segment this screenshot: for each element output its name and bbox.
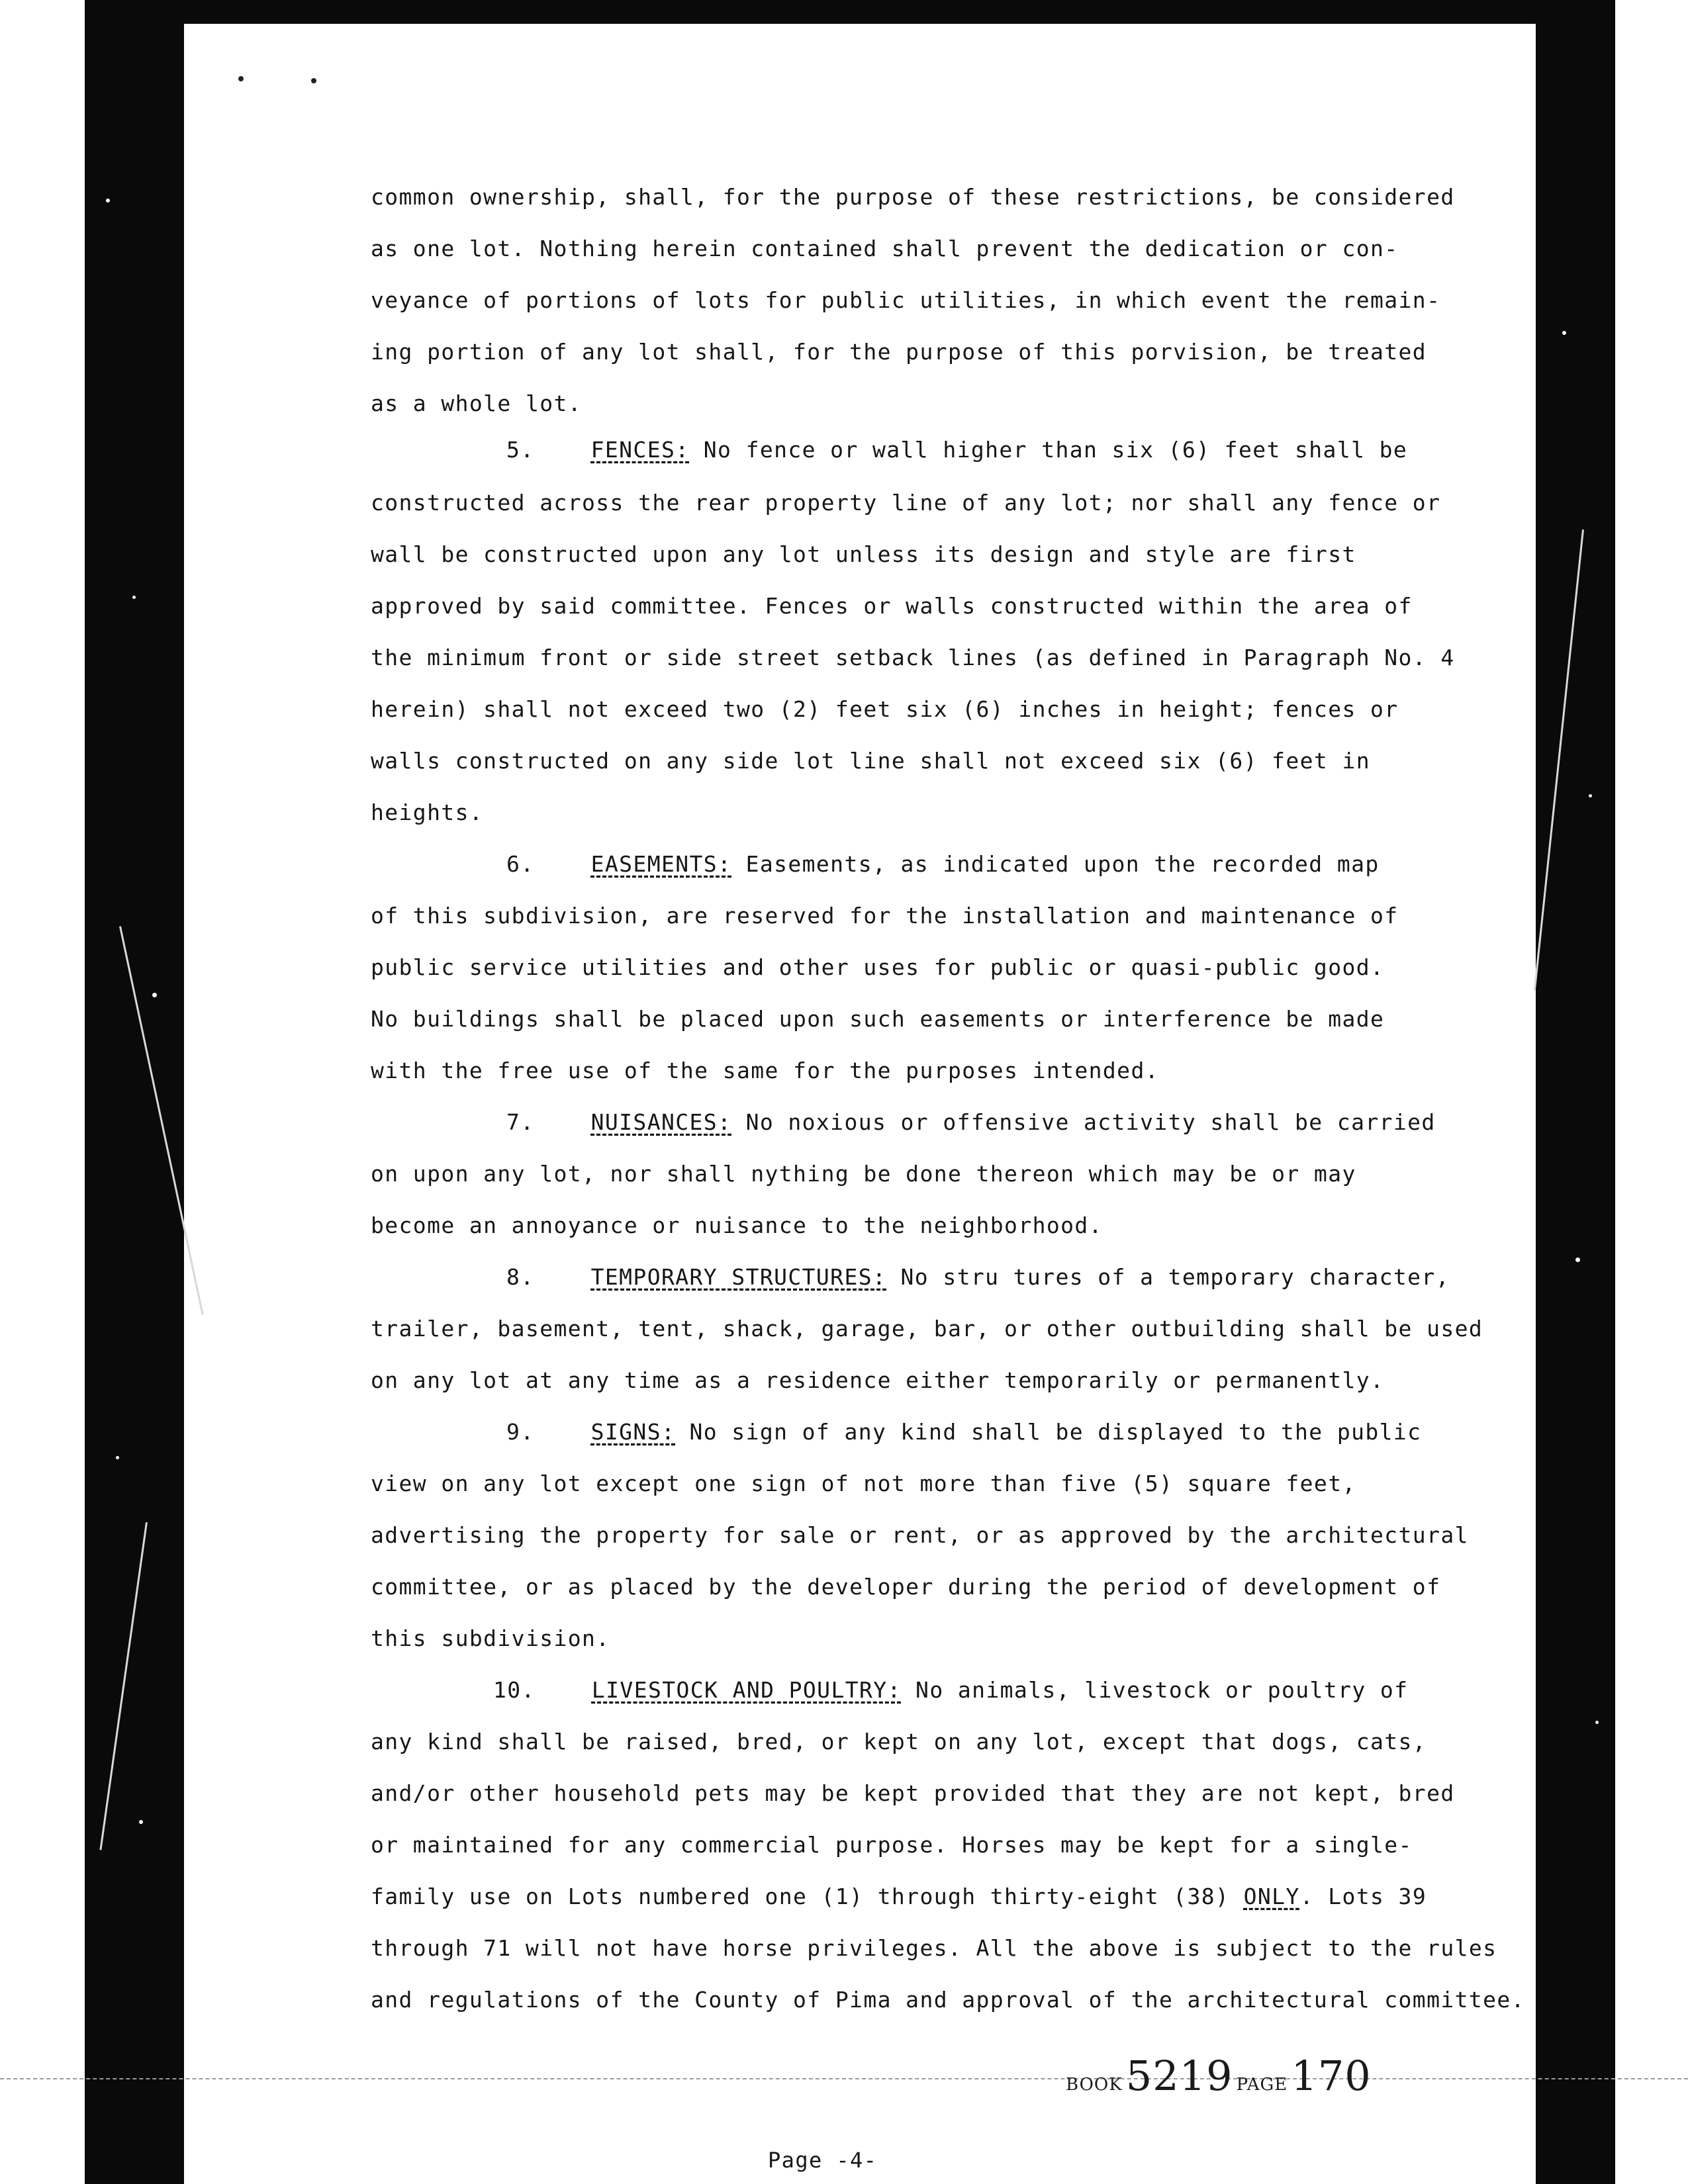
text-line: Easements, as indicated upon the recorded map [731,851,1380,877]
text-line: . Lots 39 [1299,1884,1427,1909]
text-line: become an annoyance or nuisance to the neighborhood. [371,1212,1103,1238]
paragraph-9-line [371,1419,1421,1445]
text-line: No buildings shall be placed upon such easements or interference be made [371,1006,1385,1032]
paragraph-8-line [371,1264,1450,1291]
section-heading-fences: FENCES: [590,437,690,463]
section-heading-signs: SIGNS: [590,1419,676,1445]
scan-speck [1575,1257,1580,1262]
page-indicator: Page -4- [768,2148,878,2173]
text-line: walls constructed on any side lot line shall not exceed six (6) feet in [371,748,1371,774]
text-line: as one lot. Nothing herein contained shall prevent the dedication or con- [371,236,1399,261]
book-number: 5219 [1125,2052,1233,2100]
paragraph-7-line [371,1109,1436,1136]
text-line: and/or other household pets may be kept provided that they are not kept, bred [371,1780,1455,1806]
text-line: family use on Lots numbered one (1) through thirty-eight (38) [371,1884,1244,1909]
text-line: any kind shall be raised, bred, or kept on any lot, except that dogs, cats, [371,1729,1427,1754]
text-line: advertising the property for sale or rent, or as approved by the architectural [371,1522,1469,1548]
text-line: trailer, basement, tent, shack, garage, bar, or other outbuilding shall be used [371,1316,1483,1342]
document-body [371,0,1525,2184]
text-line: committee, or as placed by the developer during the period of development of [371,1574,1441,1600]
text-line: and regulations of the County of Pima and approval of the architectural committee. [371,1987,1525,2013]
page-label: PAGE [1236,2075,1288,2095]
text-line: No stru tures of a temporary character, [886,1264,1450,1290]
text-line: No fence or wall higher than six (6) feet shall be [689,437,1408,463]
section-heading-temporary-structures: TEMPORARY STRUCTURES: [590,1264,887,1290]
page-number-stamp: 170 [1291,2052,1372,2100]
section-heading-livestock: LIVESTOCK AND POULTRY: [591,1677,902,1703]
paragraph-number: 10. [493,1677,536,1703]
text-line: No sign of any kind shall be displayed to the public [675,1419,1422,1445]
text-line-lots [371,1884,1427,1910]
scan-mark [311,78,316,83]
text-line: No animals, livestock or poultry of [901,1677,1409,1703]
text-line: No noxious or offensive activity shall be carried [731,1109,1436,1135]
scan-speck [116,1456,119,1459]
text-line: ing portion of any lot shall, for the purpose of this porvision, be treated [371,339,1427,365]
section-heading-easements: EASEMENTS: [590,851,732,877]
scan-speck [152,993,157,997]
scan-mark [238,76,244,81]
emphasis-only: ONLY [1243,1884,1300,1909]
text-line: or maintained for any commercial purpose. Horses may be kept for a single- [371,1832,1413,1858]
paragraph-number: 7. [506,1109,535,1135]
scan-speck [139,1820,143,1824]
scan-speck [1595,1721,1599,1724]
scan-speck [106,199,110,203]
text-line: of this subdivision, are reserved for the installation and maintenance of [371,903,1399,929]
book-label: BOOK [1066,2075,1123,2095]
scan-border-right [1536,0,1615,2184]
paragraph-number: 9. [506,1419,535,1445]
scan-speck [1562,331,1566,335]
text-line: heights. [371,799,484,825]
text-line: approved by said committee. Fences or walls constructed within the area of [371,593,1413,619]
footer-divider [0,2078,1688,2079]
text-line: herein) shall not exceed two (2) feet six (6) inches in height; fences or [371,696,1399,722]
text-line: the minimum front or side street setback lines (as defined in Paragraph No. 4 [371,645,1455,670]
text-line: as a whole lot. [371,390,583,416]
paragraph-5-line [371,437,1407,463]
text-line: through 71 will not have horse privileges. All the above is subject to the rules [371,1935,1497,1961]
paragraph-number: 6. [506,851,535,877]
scan-speck [1589,794,1592,797]
paragraph-6-line [371,851,1380,878]
text-line: public service utilities and other uses for public or quasi-public good. [371,954,1385,980]
text-line: wall be constructed upon any lot unless its design and style are first [371,541,1356,567]
text-line: on any lot at any time as a residence either temporarily or permanently. [371,1367,1385,1393]
text-line: veyance of portions of lots for public utilities, in which event the remain- [371,287,1441,313]
text-line: with the free use of the same for the purposes intended. [371,1058,1159,1083]
text-line: view on any lot except one sign of not more than five (5) square feet, [371,1471,1356,1496]
paragraph-number: 8. [506,1264,535,1290]
text-line: on upon any lot, nor shall nything be done thereon which may be or may [371,1161,1356,1187]
text-line: this subdivision. [371,1625,610,1651]
scan-speck [132,596,136,599]
recording-stamp [1066,2052,1372,2100]
text-line: constructed across the rear property line of any lot; nor shall any fence or [371,490,1441,516]
text-line: common ownership, shall, for the purpose of these restrictions, be considered [371,184,1455,210]
paragraph-10-line [371,1677,1408,1704]
scan-border-left [85,0,184,2184]
section-heading-nuisances: NUISANCES: [590,1109,732,1135]
paragraph-number: 5. [506,437,535,463]
